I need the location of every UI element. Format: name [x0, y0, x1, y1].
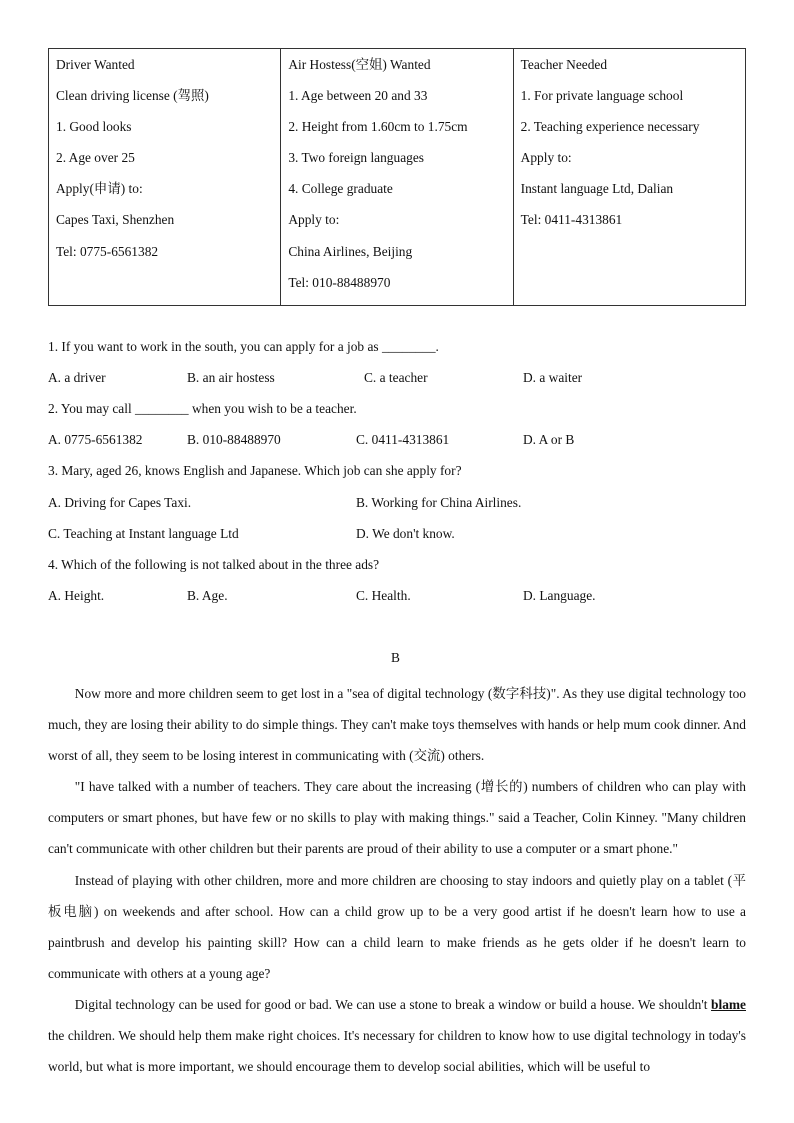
passage-paragraph-3: Instead of playing with other children, more and more children are choosing to stay indoors and quietly play on a tablet (平板电脑) on weekends and after school. How can a child grow up to be a very good artist if he doesn't learn how to use a paintbrush and develop his painting skill? How can a child learn to make friends as he gets older if he doesn't learn to communicate with others at a young age? [48, 872, 746, 981]
ad-line: Driver Wanted [56, 57, 135, 72]
ad-line: Clean driving license (驾照) [56, 88, 209, 104]
q4-option-b[interactable]: B. Age. [187, 588, 228, 603]
ad-driver [49, 49, 281, 306]
ad-line: 2. Height from 1.60cm to 1.75cm [288, 119, 468, 135]
q4-option-a[interactable]: A. Height. [48, 588, 105, 603]
q3-option-b[interactable]: B. Working for China Airlines. [356, 495, 522, 510]
ad-line: Tel: 0411-4313861 [520, 212, 623, 228]
passage-paragraph-1: Now more and more children seem to get lost in a "sea of digital technology (数字科技)". As they use digital technology too much, they are losing their ability to do simple things. They can't make toys themselves with hands or help mum cook dinner. And worst of all, they seem to be losing interest in communicating with (交流) others. [48, 686, 746, 764]
passage-paragraph-2: "I have talked with a number of teachers. They care about the increasing (增长的) numbers of children who can play with computers or smart phones, but have few or no skills to play with making things." said a Teacher, Colin Kinney. "Many children can't communicate with other children but their parents are proud of their ability to use a computer or a smart phone." [48, 779, 746, 857]
passage-paragraph-4 [48, 989, 746, 1082]
question-4: 4. Which of the following is not talked about in the three ads? [48, 557, 380, 572]
ad-line: China Airlines, Beijing [288, 243, 413, 259]
q3-option-d[interactable]: D. We don't know. [356, 526, 455, 541]
ad-line: Apply to: [288, 212, 340, 228]
job-ads-table [48, 48, 746, 306]
ad-teacher [513, 49, 745, 306]
ad-line: Capes Taxi, Shenzhen [56, 212, 175, 228]
ad-line: Tel: 0775-6561382 [56, 243, 159, 259]
p4-text-after: the children. We should help them make right choices. It's necessary for children to know how to use digital technology in today's world, but what is more important, we should encourage them to develop social abilities, which will be useful to [48, 1028, 746, 1075]
q1-option-b[interactable]: B. an air hostess [187, 370, 275, 385]
ad-line: 2. Teaching experience necessary [520, 119, 700, 135]
ad-line: Air Hostess(空姐) Wanted [288, 57, 431, 72]
question-1: 1. If you want to work in the south, you can apply for a job as ________. [48, 339, 439, 354]
ad-line: 4. College graduate [288, 181, 393, 197]
reading-passage [48, 678, 746, 1082]
section-b-title: B [391, 650, 400, 665]
question-2: 2. You may call ________ when you wish to be a teacher. [48, 401, 357, 416]
q1-option-d[interactable]: D. a waiter [523, 370, 583, 385]
question-3: 3. Mary, aged 26, knows English and Japanese. Which job can she apply for? [48, 463, 462, 478]
ad-line: 1. Age between 20 and 33 [288, 88, 428, 104]
q3-option-a[interactable]: A. Driving for Capes Taxi. [48, 495, 192, 510]
ad-line: Apply(申请) to: [56, 181, 143, 197]
ad-line: Tel: 010-88488970 [288, 274, 391, 290]
q4-option-d[interactable]: D. Language. [523, 588, 596, 603]
ad-air-hostess [281, 49, 513, 306]
q2-option-b[interactable]: B. 010-88488970 [187, 432, 281, 447]
ad-line: 3. Two foreign languages [288, 150, 424, 166]
q1-option-c[interactable]: C. a teacher [364, 370, 428, 385]
ad-line: 1. Good looks [56, 119, 132, 135]
q2-option-c[interactable]: C. 0411-4313861 [356, 432, 450, 447]
q1-option-a[interactable]: A. a driver [48, 370, 106, 385]
ad-line: 2. Age over 25 [56, 150, 135, 166]
q2-option-a[interactable]: A. 0775-6561382 [48, 432, 143, 447]
q4-option-c[interactable]: C. Health. [356, 588, 411, 603]
ad-line: Teacher Needed [520, 57, 608, 72]
ad-line: 1. For private language school [520, 88, 684, 104]
highlighted-word-blame: blame [711, 996, 746, 1012]
p4-text-before: Digital technology can be used for good or bad. We can use a stone to break a window or build a house. We shouldn't [74, 996, 712, 1012]
q3-option-c[interactable]: C. Teaching at Instant language Ltd [48, 526, 239, 541]
ad-line: Apply to: [520, 150, 572, 166]
q2-option-d[interactable]: D. A or B [523, 432, 575, 447]
ad-line: Instant language Ltd, Dalian [520, 181, 674, 197]
